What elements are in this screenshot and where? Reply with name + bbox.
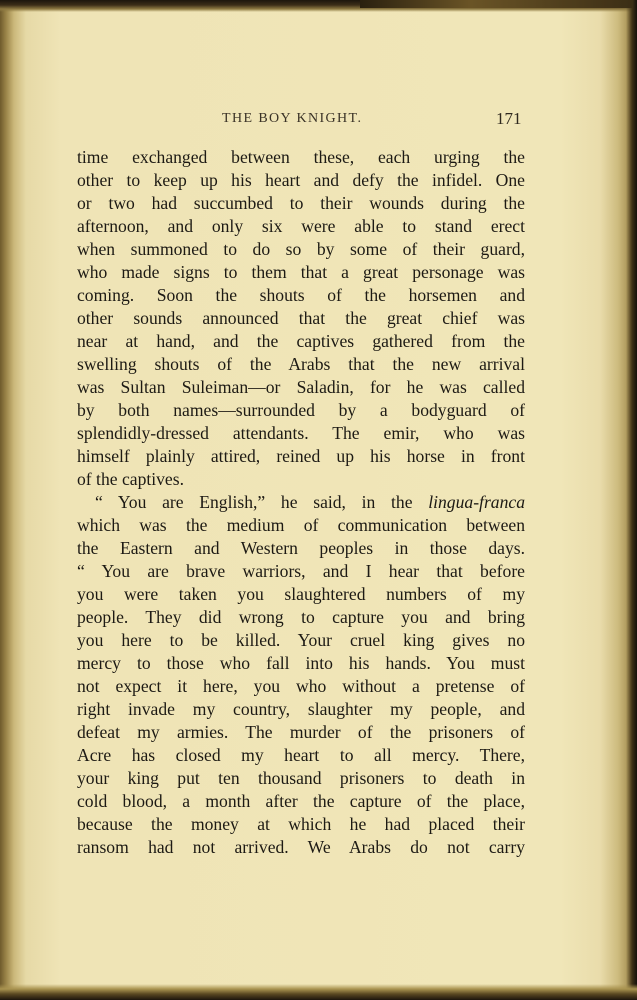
text-line: cold blood, a month after the capture of the place, — [77, 791, 525, 811]
text-line: who made signs to them that a great personage was — [77, 262, 525, 282]
text-line: afternoon, and only six were able to stand erect — [77, 216, 525, 236]
page-top-strip — [360, 0, 637, 8]
text-line: time exchanged between these, each urging the — [77, 147, 525, 167]
text-line: other to keep up his heart and defy the infidel. One — [77, 170, 525, 190]
text-line — [77, 491, 525, 514]
body-text — [77, 146, 525, 859]
text-line: or two had succumbed to their wounds during the — [77, 193, 525, 213]
text-line: splendidly-dressed attendants. The emir, who was — [77, 423, 525, 443]
text-line: because the money at which he had placed their — [77, 814, 525, 834]
text-segment: “ You are English,” he said, in the — [95, 492, 429, 512]
text-line: coming. Soon the shouts of the horsemen and — [77, 285, 525, 305]
text-line: the Eastern and Western peoples in those days. — [77, 538, 525, 558]
text-line: mercy to those who fall into his hands. You must — [77, 653, 525, 673]
text-line: right invade my country, slaughter my people, and — [77, 699, 525, 719]
text-line: defeat my armies. The murder of the prisoners of — [77, 722, 525, 742]
text-line: was Sultan Suleiman—or Saladin, for he was called — [77, 377, 525, 397]
text-line: which was the medium of communication between — [77, 515, 525, 535]
page-bottom-edge — [0, 984, 637, 1000]
text-line: “ You are brave warriors, and I hear that before — [77, 561, 525, 581]
text-line: Acre has closed my heart to all mercy. There, — [77, 745, 525, 765]
italic-term: lingua-franca — [428, 492, 525, 512]
text-line: of the captives. — [77, 469, 184, 489]
page-right-edge — [626, 0, 637, 1000]
text-line: you here to be killed. Your cruel king gives no — [77, 630, 525, 650]
text-line: your king put ten thousand prisoners to death in — [77, 768, 525, 788]
page-number: 171 — [496, 109, 522, 128]
text-line: himself plainly attired, reined up his horse in front — [77, 446, 525, 466]
text-line: not expect it here, you who without a pretense of — [77, 676, 525, 696]
text-line: when summoned to do so by some of their guard, — [77, 239, 525, 259]
text-line: other sounds announced that the great chief was — [77, 308, 525, 328]
text-line: you were taken you slaughtered numbers of my — [77, 584, 525, 604]
running-header — [0, 106, 637, 132]
running-title: THE BOY KNIGHT. — [222, 111, 363, 126]
text-line: near at hand, and the captives gathered from the — [77, 331, 525, 351]
text-line: swelling shouts of the Arabs that the new arrival — [77, 354, 525, 374]
text-line: ransom had not arrived. We Arabs do not carry — [77, 837, 525, 857]
text-line: people. They did wrong to capture you and bring — [77, 607, 525, 627]
text-line: by both names—surrounded by a bodyguard of — [77, 400, 525, 420]
